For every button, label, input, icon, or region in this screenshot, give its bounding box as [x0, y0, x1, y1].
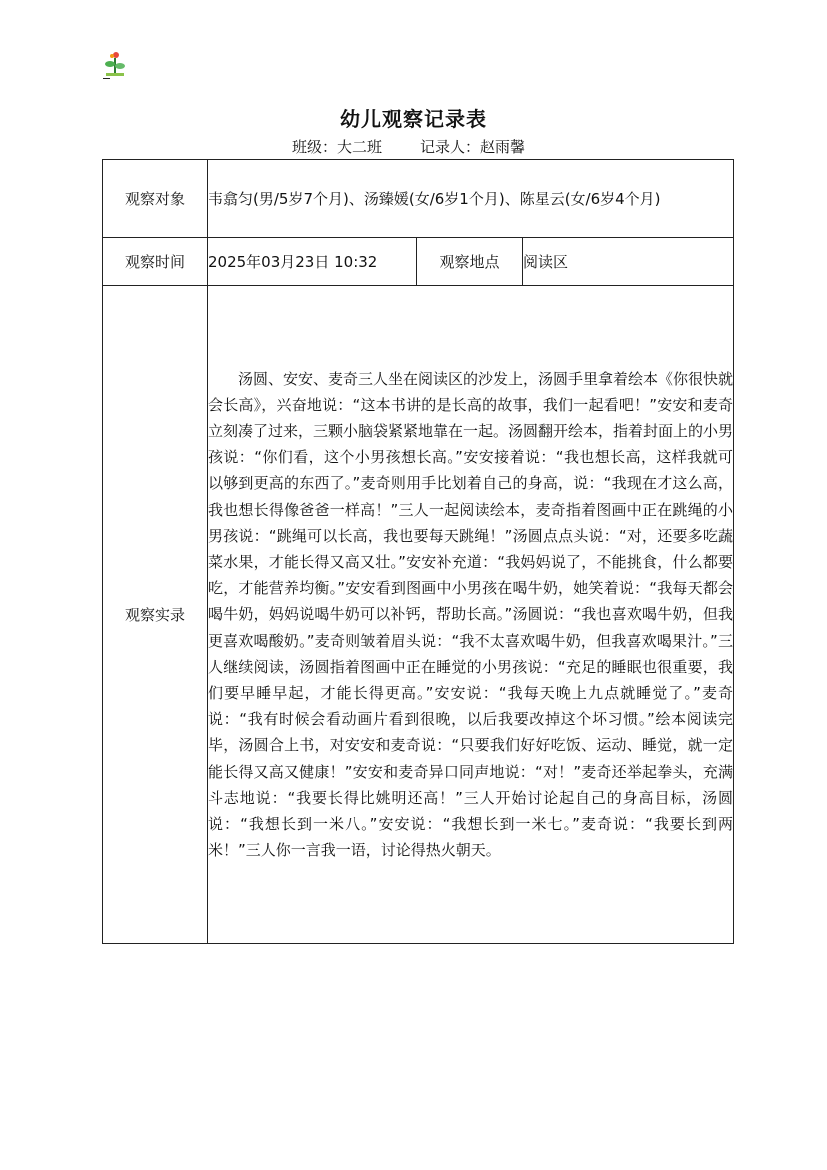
record-label: 观察实录 — [103, 286, 208, 944]
location-value: 阅读区 — [523, 238, 734, 286]
record-text: 汤圆、安安、麦奇三人坐在阅读区的沙发上，汤圆手里拿着绘本《你很快就会长高》，兴奋地说：“这本书讲的是长高的故事，我们一起看吧！”安安和麦奇立刻凑了过来，三颗小脑袋紧紧地靠在一起。汤圆翻开绘本，指着封面上的小男孩说：“你们看，这个小男孩想长高。”安安接着说：“我也想长高，这样我就可以够到更高的东西了。”麦奇则用手比划着自己的身高，说：“我现在才这么高，我也想长得像爸爸一样高！”三人一起阅读绘本，麦奇指着图画中正在跳绳的小男孩说：“跳绳可以长高，我也要每天跳绳！”汤圆点点头说：“对，还要多吃蔬菜水果，才能长得又高又壮。”安安补充道：“我妈妈说了，不能挑食，什么都要吃，才能营养均衡。”安安看到图画中小男孩在喝牛奶，她笑着说：“我每天都会喝牛奶，妈妈说喝牛奶可以补钙，帮助长高。”汤圆说：“我也喜欢喝牛奶，但我更喜欢喝酸奶。”麦奇则皱着眉头说：“我不太喜欢喝牛奶，但我喜欢喝果汁。”三人继续阅读，汤圆指着图画中正在睡觉的小男孩说：“充足的睡眠也很重要，我们要早睡早起，才能长得更高。”安安说：“我每天晚上九点就睡觉了。”麦奇说：“我有时候会看动画片看到很晚，以后我要改掉这个坏习惯。”绘本阅读完毕，汤圆合上书，对安安和麦奇说：“只要我们好好吃饭、运动、睡觉，就一定能长得又高又健康！”安安和麦奇异口同声地说：“对！”麦奇还举起拳头，充满斗志地说：“我要长得比姚明还高！”三人开始讨论起自己的身高目标，汤圆说：“我想长到一米八。”安安说：“我想长到一米七。”麦奇说：“我要长到两米！”三人你一言我一语，讨论得热火朝天。 — [208, 369, 734, 860]
page-title: 幼儿观察记录表 — [340, 107, 487, 131]
time-label: 观察时间 — [103, 238, 208, 286]
time-value: 2025年03月23日 10:32 — [208, 238, 417, 286]
record-row — [103, 286, 734, 944]
class-value: 大二班 — [337, 138, 383, 156]
recorder-label: 记录人： — [420, 138, 481, 156]
location-label: 观察地点 — [417, 238, 523, 286]
subject-label: 观察对象 — [103, 160, 208, 238]
recorder-value: 赵雨馨 — [480, 138, 526, 156]
time-location-row — [103, 238, 734, 286]
subject-value: 韦翕匀(男/5岁7个月)、汤臻媛(女/6岁1个月)、陈星云(女/6岁4个月) — [208, 160, 734, 238]
logo-underline — [103, 78, 110, 79]
kindergarten-logo — [104, 50, 126, 80]
subtitle — [292, 136, 525, 157]
class-label: 班级： — [292, 138, 338, 156]
observation-table — [102, 159, 734, 944]
subject-row — [103, 160, 734, 238]
record-body — [208, 286, 734, 944]
flower-logo-icon — [104, 50, 126, 80]
